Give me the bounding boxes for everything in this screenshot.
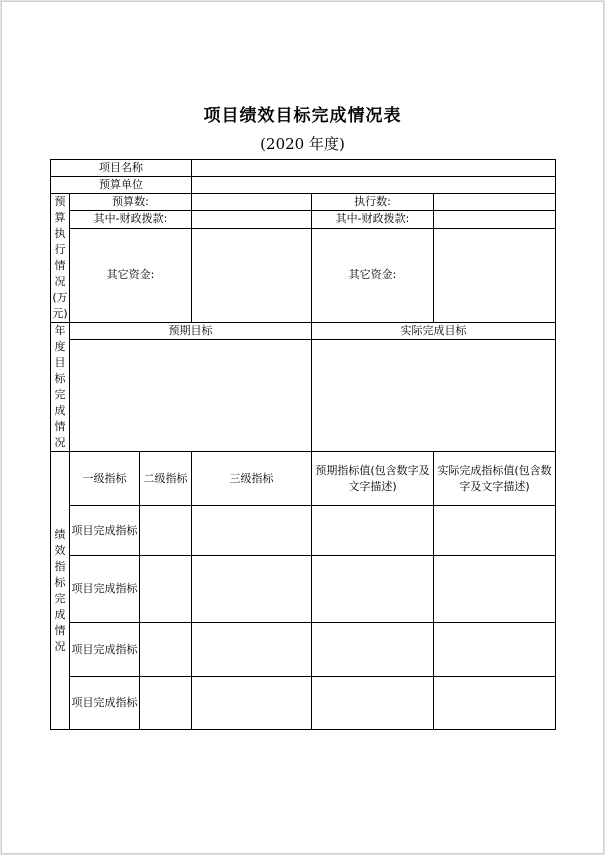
expected-value-header: 预期指标值(包含数字及文字描述) <box>312 452 434 506</box>
actual-goal-header: 实际完成目标 <box>312 323 556 340</box>
budget-amount-field[interactable] <box>192 194 312 211</box>
executed-amount-label: 执行数: <box>312 194 434 211</box>
executed-fiscal-allocation-field[interactable] <box>434 211 556 228</box>
executed-other-funds-field[interactable] <box>434 228 556 322</box>
indicator-row-label: 项目完成指标 <box>70 556 140 623</box>
level3-cell[interactable] <box>192 506 312 556</box>
actual-value-cell[interactable] <box>434 623 556 677</box>
actual-value-cell[interactable] <box>434 677 556 730</box>
expected-goal-header: 预期目标 <box>70 323 312 340</box>
executed-other-funds-label: 其它资金: <box>312 228 434 322</box>
level2-cell[interactable] <box>140 677 192 730</box>
performance-side-label: 绩效指标完成情况 <box>51 452 70 730</box>
page-subtitle: (2020 年度) <box>260 135 345 153</box>
level3-cell[interactable] <box>192 556 312 623</box>
indicator-row-label: 项目完成指标 <box>70 677 140 730</box>
budget-unit-label: 预算单位 <box>51 177 192 194</box>
project-name-field[interactable] <box>192 160 556 177</box>
budget-execution-side-label: 预算执行情况(万元) <box>51 194 70 323</box>
expected-value-cell[interactable] <box>312 556 434 623</box>
level2-cell[interactable] <box>140 623 192 677</box>
level3-cell[interactable] <box>192 623 312 677</box>
level2-indicator-header: 二级指标 <box>140 452 192 506</box>
expected-value-cell[interactable] <box>312 623 434 677</box>
indicator-row-label: 项目完成指标 <box>70 623 140 677</box>
budget-amount-label: 预算数: <box>70 194 192 211</box>
executed-fiscal-allocation-label: 其中-财政拨款: <box>312 211 434 228</box>
actual-value-header: 实际完成指标值(包含数字及文字描述) <box>434 452 556 506</box>
actual-value-cell[interactable] <box>434 506 556 556</box>
budget-unit-field[interactable] <box>192 177 556 194</box>
other-funds-label: 其它资金: <box>70 228 192 322</box>
expected-goal-field[interactable] <box>70 340 312 452</box>
level2-cell[interactable] <box>140 556 192 623</box>
page-title: 项目绩效目标完成情况表 <box>203 106 402 126</box>
other-funds-field[interactable] <box>192 228 312 322</box>
actual-goal-field[interactable] <box>312 340 556 452</box>
performance-form-table <box>50 159 556 730</box>
actual-value-cell[interactable] <box>434 556 556 623</box>
expected-value-cell[interactable] <box>312 506 434 556</box>
indicator-row-label: 项目完成指标 <box>70 506 140 556</box>
level3-cell[interactable] <box>192 677 312 730</box>
executed-amount-field[interactable] <box>434 194 556 211</box>
level1-indicator-header: 一级指标 <box>70 452 140 506</box>
level3-indicator-header: 三级指标 <box>192 452 312 506</box>
fiscal-allocation-field[interactable] <box>192 211 312 228</box>
fiscal-allocation-label: 其中-财政拨款: <box>70 211 192 228</box>
level2-cell[interactable] <box>140 506 192 556</box>
annual-goal-side-label: 年度目标完成情况 <box>51 323 70 452</box>
expected-value-cell[interactable] <box>312 677 434 730</box>
project-name-label: 项目名称 <box>51 160 192 177</box>
